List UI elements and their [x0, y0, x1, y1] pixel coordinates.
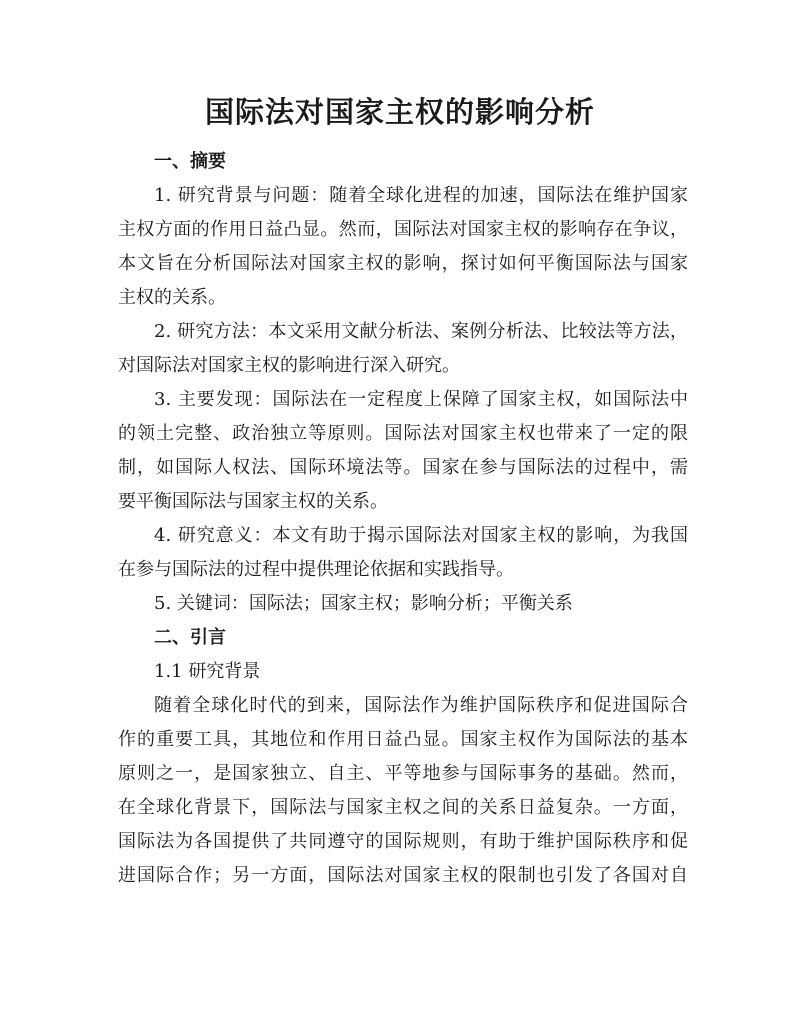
text-line: 要平衡国际法与国家主权的关系。: [118, 491, 388, 512]
text-line: 原则之一，是国家独立、自主、平等地参与国际事务的基础。然而，: [118, 763, 688, 784]
text-line: 1. 研究背景与问题：随着全球化进程的加速，国际法在维护国家: [154, 185, 688, 206]
abstract-paragraph-keywords: [118, 587, 688, 621]
abstract-paragraph-findings: [118, 383, 688, 519]
text-line: 制，如国际人权法、国际环境法等。国家在参与国际法的过程中，需: [118, 457, 688, 478]
text-line: 作的重要工具，其地位和作用日益凸显。国家主权作为国际法的基本: [118, 729, 688, 750]
text-line: 主权方面的作用日益凸显。然而，国际法对国家主权的影响存在争议，: [118, 219, 688, 240]
document-title: 国际法对国家主权的影响分析: [204, 95, 595, 129]
text-line: 4. 研究意义：本文有助于揭示国际法对国家主权的影响，为我国: [154, 525, 688, 546]
abstract-paragraph-method: [118, 315, 688, 383]
text-line: 的领土完整、政治独立等原则。国际法对国家主权也带来了一定的限: [118, 423, 688, 444]
text-line: 在参与国际法的过程中提供理论依据和实践指导。: [118, 559, 514, 580]
text-line: 本文旨在分析国际法对国家主权的影响，探讨如何平衡国际法与国家: [118, 253, 688, 274]
subsection-heading-background: 1.1 研究背景: [154, 661, 261, 682]
text-line: 随着全球化时代的到来，国际法作为维护国际秩序和促进国际合: [154, 695, 688, 716]
text-line: 主权的关系。: [118, 287, 226, 308]
text-line: 对国际法对国家主权的影响进行深入研究。: [118, 355, 460, 376]
text-line: 5. 关键词：国际法；国家主权；影响分析；平衡关系: [154, 593, 573, 614]
text-line: 在全球化背景下，国际法与国家主权之间的关系日益复杂。一方面，: [118, 797, 688, 818]
text-line: 2. 研究方法：本文采用文献分析法、案例分析法、比较法等方法，: [154, 321, 688, 342]
section-heading-abstract: 一、摘要: [154, 151, 226, 172]
text-line: 进国际合作；另一方面，国际法对国家主权的限制也引发了各国对自: [118, 865, 688, 886]
introduction-paragraph: [118, 689, 688, 893]
text-line: 国际法为各国提供了共同遵守的国际规则，有助于维护国际秩序和促: [118, 831, 688, 852]
abstract-paragraph-significance: [118, 519, 688, 587]
abstract-paragraph-background: [118, 179, 688, 315]
section-heading-introduction: 二、引言: [154, 627, 226, 648]
document-body: [118, 145, 688, 893]
text-line: 3. 主要发现：国际法在一定程度上保障了国家主权，如国际法中: [154, 389, 688, 410]
